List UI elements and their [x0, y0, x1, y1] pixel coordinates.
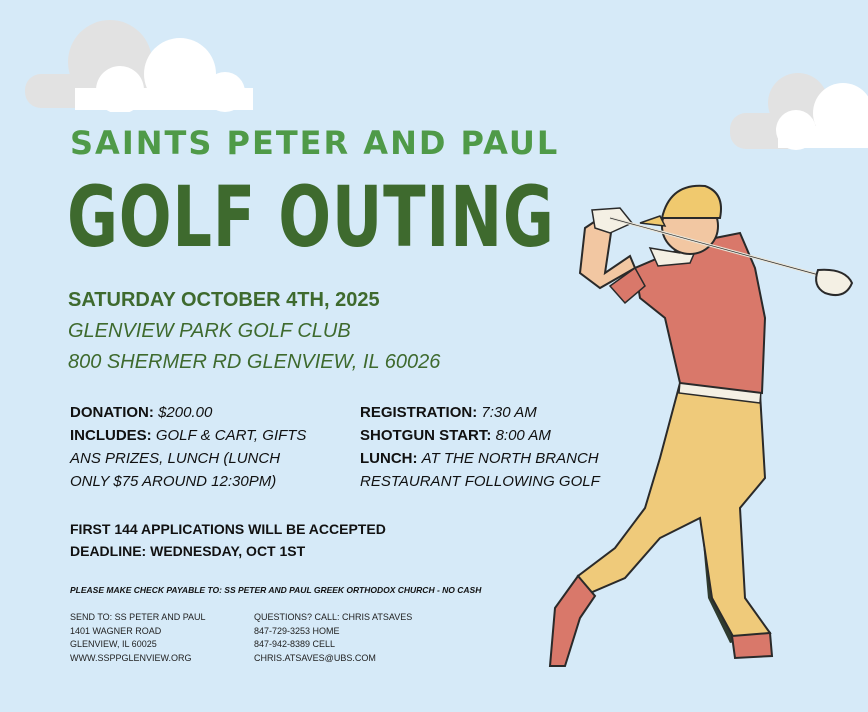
send-to-line-3: GLENVIEW, IL 60025	[70, 639, 157, 649]
payable-notice: PLEASE MAKE CHECK PAYABLE TO: SS PETER AND PAUL GREEK ORTHODOX CHURCH - NO CASH	[70, 585, 482, 595]
lunch-label: LUNCH:	[360, 450, 418, 467]
home-phone: 847-729-3253 HOME	[254, 625, 340, 636]
includes-label: INCLUDES:	[70, 427, 152, 444]
registration-label: REGISTRATION:	[360, 404, 478, 421]
cell-phone: 847-942-8389 CELL	[254, 639, 336, 649]
send-to-block	[70, 611, 206, 665]
lunch-line-2: RESTAURANT FOLLOWING GOLF	[360, 473, 600, 490]
send-to-line-1: SEND TO: SS PETER AND PAUL	[70, 612, 206, 622]
send-to-line-2: 1401 WAGNER ROAD	[70, 625, 162, 636]
cloud-top-right	[728, 68, 868, 150]
email-link[interactable]: CHRIS.ATSAVES@UBS.COM	[254, 652, 376, 663]
event-venue: GLENVIEW PARK GOLF CLUB	[68, 320, 351, 342]
organization-name: SAINTS PETER AND PAUL	[70, 124, 560, 162]
details-left	[70, 401, 306, 493]
questions-block	[254, 611, 412, 665]
event-date: SATURDAY OCTOBER 4TH, 2025	[68, 289, 380, 311]
shotgun-value: 8:00 AM	[495, 427, 551, 444]
questions-line-1: QUESTIONS? CALL: CHRIS ATSAVES	[254, 612, 413, 622]
applications-notice: FIRST 144 APPLICATIONS WILL BE ACCEPTED	[70, 521, 386, 537]
includes-line-1: GOLF & CART, GIFTS	[155, 427, 307, 444]
donation-value: $200.00	[158, 404, 213, 421]
donation-label: DONATION:	[70, 404, 154, 421]
deadline-notice: DEADLINE: WEDNESDAY, OCT 1ST	[70, 543, 306, 559]
event-title: GOLF OUTING	[67, 168, 555, 266]
includes-line-3: ONLY $75 AROUND 12:30PM)	[70, 473, 277, 490]
website-link[interactable]: WWW.SSPPGLENVIEW.ORG	[70, 652, 192, 663]
golfer-illustration	[540, 178, 860, 673]
event-address: 800 SHERMER RD GLENVIEW, IL 60026	[68, 351, 441, 373]
includes-line-2: ANS PRIZES, LUNCH (LUNCH	[70, 450, 281, 467]
shotgun-label: SHOTGUN START:	[360, 427, 492, 444]
cloud-top-left	[20, 12, 260, 112]
lunch-line-1: AT THE NORTH BRANCH	[421, 450, 599, 467]
registration-value: 7:30 AM	[481, 404, 537, 421]
